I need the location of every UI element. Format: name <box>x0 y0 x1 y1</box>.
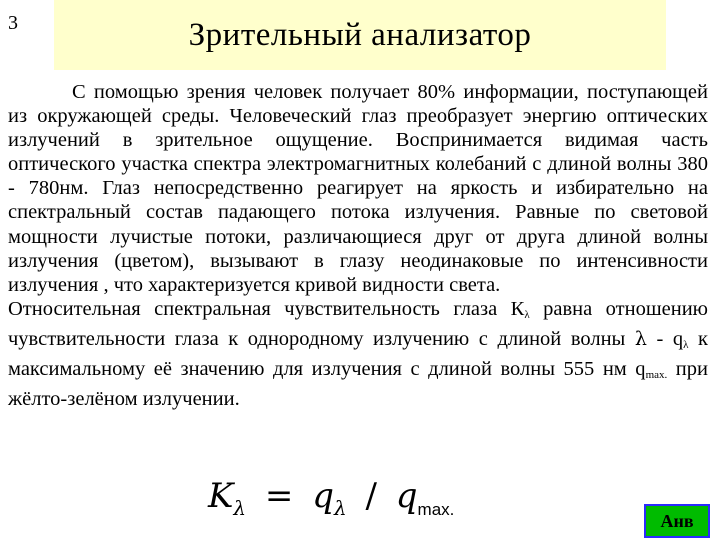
formula-q1: q <box>312 476 334 516</box>
formula-max-sub: max <box>417 500 450 519</box>
subscript-lambda-2: λ <box>683 338 689 351</box>
subscript-max: max. <box>645 369 668 382</box>
formula-lambda-sub-2: λ <box>333 496 347 520</box>
page-title: Зрительный анализатор <box>188 16 532 53</box>
slide-number: 3 <box>8 12 18 34</box>
lambda-symbol: λ <box>634 327 647 350</box>
formula-lambda-sub: λ <box>233 496 247 520</box>
formula-dot: . <box>449 500 455 519</box>
title-box <box>54 0 666 70</box>
p2-text-d: к максимальному её значению для излучения с длиной волны 555 нм q <box>8 327 708 381</box>
p2-text-a: Относительная спектральная чувствительность глаза К <box>8 297 525 320</box>
nav-button[interactable] <box>644 504 710 538</box>
formula-k: K <box>208 476 234 516</box>
body-text <box>8 80 708 411</box>
formula-equals: = <box>264 476 294 516</box>
formula-q2: q <box>395 476 418 516</box>
subscript-lambda: λ <box>524 308 530 321</box>
formula-slash: / <box>365 476 377 516</box>
p2-text-c: - q <box>646 327 684 350</box>
p2-text-e: при жёлто-зелёном излучении. <box>8 358 708 411</box>
p2-text-b: равна отношению чувствительности глаза к однородному излучению с длиной волны <box>8 297 708 350</box>
nav-button-label: Анв <box>660 510 694 531</box>
paragraph-sensitivity <box>8 297 708 411</box>
formula <box>208 476 454 520</box>
paragraph-intro: С помощью зрения человек получает 80% информации, поступающей из окружающей среды. Человеческий глаз преобразует энергию оптических излучений в зрительное ощущение. Воспринимается видимая часть оптического участка спектра электромагнитных колебаний с длиной волны 380 - 780нм. Глаз непосредственно реагирует на яркость и избирательно на спектральный состав падающего потока излучения. Равные по световой мощности лучистые потоки, различающиеся друг от друга длиной волны излучения (цветом), вызывают в глазу неодинаковые по интенсивности излучения , что характеризуется кривой видности света. <box>8 81 708 296</box>
